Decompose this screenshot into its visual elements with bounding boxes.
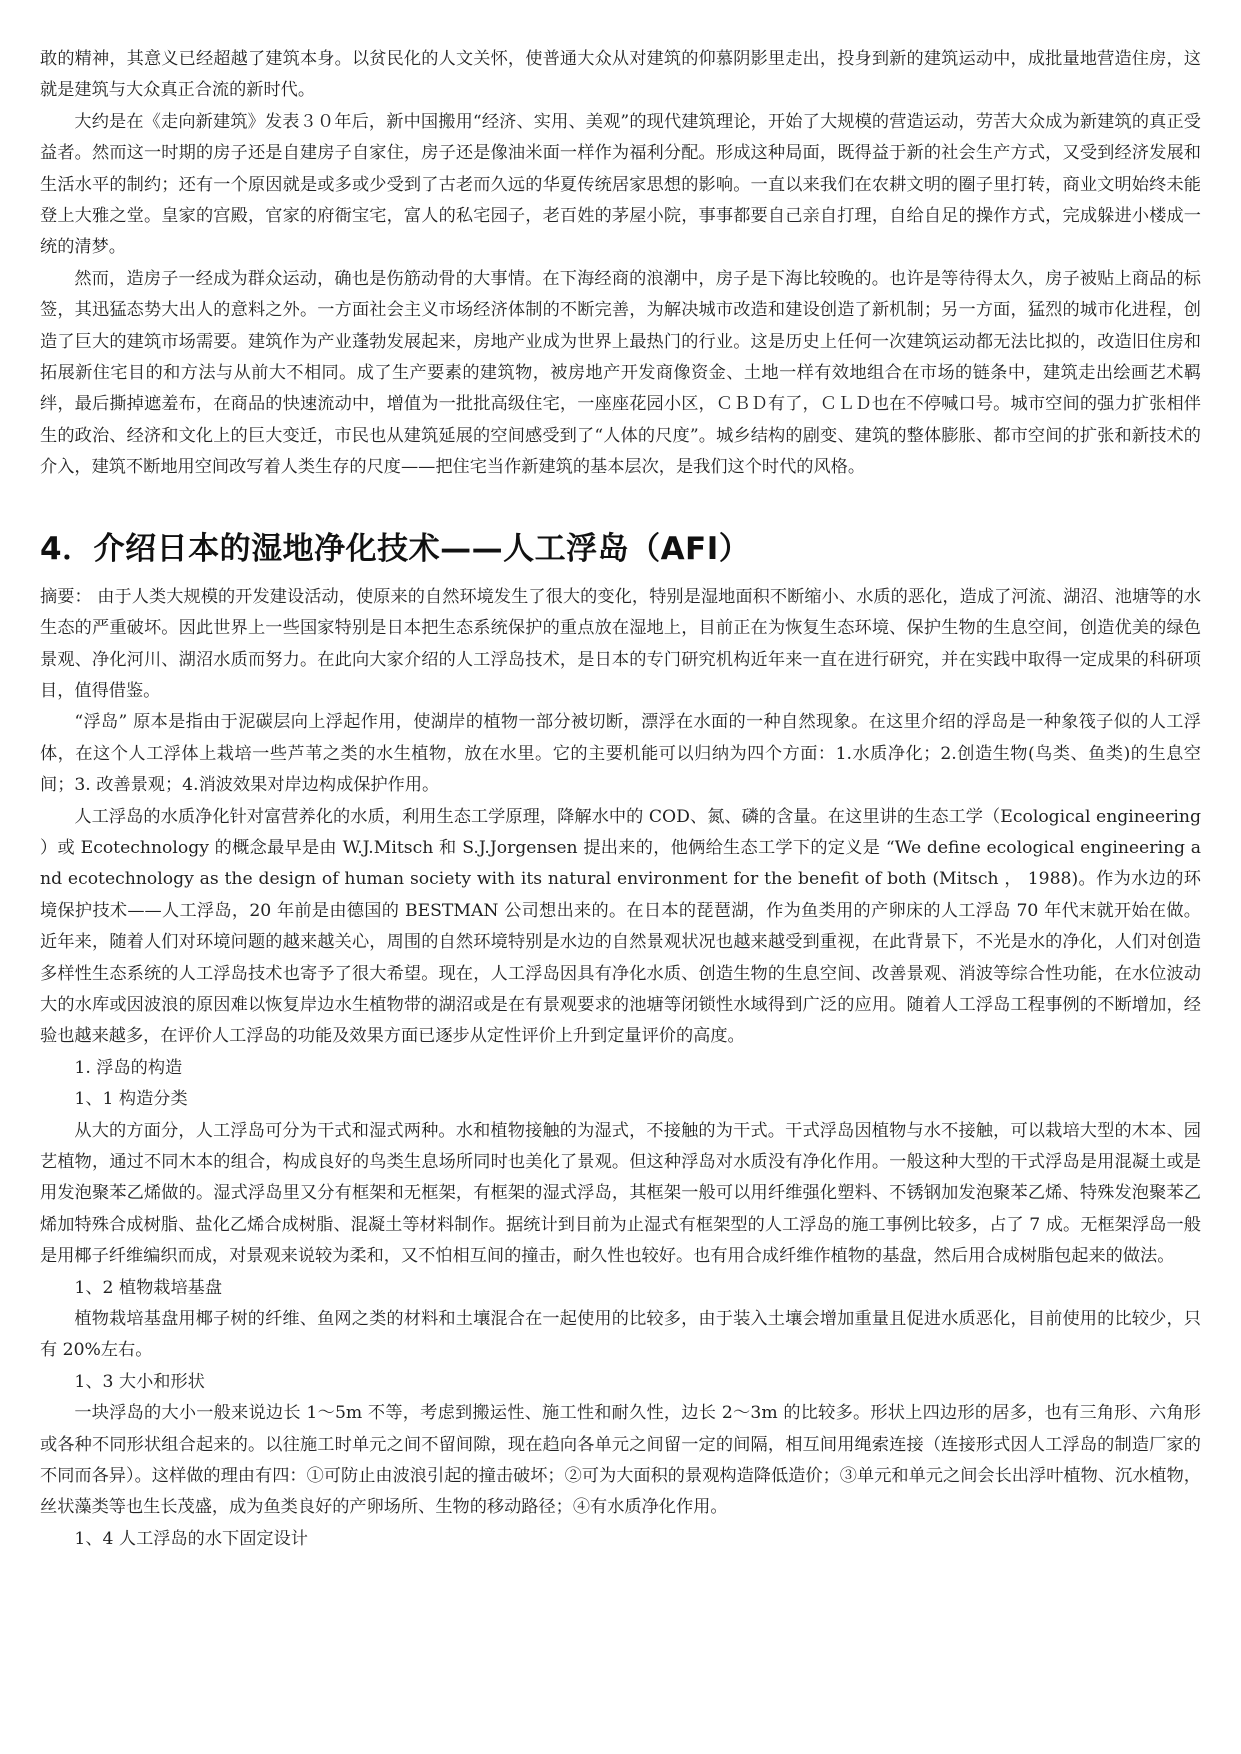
classification-paragraph: 从大的方面分，人工浮岛可分为干式和湿式两种。水和植物接触的为湿式，不接触的为干式。干式浮岛因植物与水不接触，可以栽培大型的木本、园艺植物，通过不同木本的组合，构成良好的鸟类生息场所同时也美化了景观。但这种浮岛对水质没有净化作用。一般这种大型的干式浮岛是用混凝土或是用发泡聚苯乙烯做的。湿式浮岛里又分有框架和无框架，有框架的湿式浮岛，其框架一般可以用纤维强化塑料、不锈钢加发泡聚苯乙烯、特殊发泡聚苯乙烯加特殊合成树脂、盐化乙烯合成树脂、混凝土等材料制作。据统计到目前为止湿式有框架型的人工浮岛的施工事例比较多，占了 7 成。无框架浮岛一般是用椰子纤维编织而成，对景观来说较为柔和，又不怕相互间的撞击，耐久性也较好。也有用合成纤维作植物的基盘，然后用合成树脂包起来的做法。: [40, 1120, 1201, 1267]
subheading-structure: 1. 浮岛的构造: [74, 1057, 183, 1078]
intro-paragraph-2: 大约是在《走向新建筑》发表３０年后，新中国搬用“经济、实用、美观”的现代建筑理论，开始了大规模的营造运动，劳苦大众成为新建筑的真正受益者。然而这一时期的房子还是自建房子自家住，房子还是像油米面一样作为福利分配。形成这种局面，既得益于新的社会生产方式，又受到经济发展和生活水平的制约；还有一个原因就是或多或少受到了古老而久远的华夏传统居家思想的影响。一直以来我们在农耕文明的圈子里打转，商业文明始终未能登上大雅之堂。皇家的宫殿，官家的府衙宝宅，富人的私宅园子，老百姓的茅屋小院，事事都要自己亲自打理，自给自足的操作方式，完成躲进小楼成一统的清梦。: [40, 111, 1201, 258]
size-shape-paragraph: 一块浮岛的大小一般来说边长 1～5m 不等，考虑到搬运性、施工性和耐久性，边长 2～3m 的比较多。形状上四边形的居多，也有三角形、六角形或各种不同形状组合起来的。以往施工时单元之间不留间隙，现在趋向各单元之间留一定的间隔，相互间用绳索连接（连接形式因人工浮岛的制造厂家的不同而各异）。这样做的理由有四：①可防止由波浪引起的撞击破坏；②可为大面积的景观构造降低造价；③单元和单元之间会长出浮叶植物、沉水植物，丝状藻类等也生长茂盛，成为鱼类良好的产卵场所、生物的移动路径；④有水质净化作用。: [40, 1403, 1201, 1518]
abstract-paragraph: 摘要： 由于人类大规模的开发建设活动，使原来的自然环境发生了很大的变化，特别是湿地面积不断缩小、水质的恶化，造成了河流、湖沼、池塘等的水生态的严重破坏。因此世界上一些国家特别是日本把生态系统保护的重点放在湿地上，目前正在为恢复生态环境、保护生物的生息空间，创造优美的绿色景观、净化河川、湖沼水质而努力。在此向大家介绍的人工浮岛技术，是日本的专门研究机构近年来一直在进行研究，并在实践中取得一定成果的科研项目，值得借鉴。: [40, 586, 1201, 701]
intro-paragraph-1: 敢的精神，其意义已经超越了建筑本身。以贫民化的人文关怀，使普通大众从对建筑的仰慕阴影里走出，投身到新的建筑运动中，成批量地营造住房，这就是建筑与大众真正合流的新时代。: [40, 49, 1201, 101]
subheading-plant-base: 1、2 植物栽培基盘: [74, 1277, 223, 1298]
plant-base-paragraph: 植物栽培基盘用椰子树的纤维、鱼网之类的材料和土壤混合在一起使用的比较多，由于装入土壤会增加重量且促进水质恶化，目前使用的比较少，只有 20%左右。: [40, 1309, 1201, 1361]
subheading-classification: 1、1 构造分类: [74, 1089, 188, 1110]
intro-text: [40, 44, 1201, 484]
floating-island-paragraph: “浮岛” 原本是指由于泥碳层向上浮起作用，使湖岸的植物一部分被切断，漂浮在水面的一种自然现象。在这里介绍的浮岛是一种象筏子似的人工浮体，在这个人工浮体上栽培一些芦苇之类的水生植物，放在水里。它的主要机能可以归纳为四个方面：1.水质净化；2.创造生物(鸟类、鱼类)的生息空间；3. 改善景观；4.消波效果对岸边构成保护作用。: [40, 712, 1201, 796]
intro-paragraph-3: 然而，造房子一经成为群众运动，确也是伤筋动骨的大事情。在下海经商的浪潮中，房子是下海比较晚的。也许是等待得太久，房子被贴上商品的标签，其迅猛态势大出人的意料之外。一方面社会主义市场经济体制的不断完善，为解决城市改造和建设创造了新机制；另一方面，猛烈的城市化进程，创造了巨大的建筑市场需要。建筑作为产业蓬勃发展起来，房地产业成为世界上最热门的行业。这是历史上任何一次建筑运动都无法比拟的，改造旧住房和拓展新住宅目的和方法与从前大不相同。成了生产要素的建筑物，被房地产开发商像资金、土地一样有效地组合在市场的链条中，建筑走出绘画艺术羁绊，最后撕掉遮羞布，在商品的快速流动中，增值为一批批高级住宅，一座座花园小区，ＣＢＤ有了，ＣＬＤ也在不停喊口号。城市空间的强力扩张相伴生的政治、经济和文化上的巨大变迁，市民也从建筑延展的空间感受到了“人体的尺度”。城乡结构的剧变、建筑的整体膨胀、都市空间的扩张和新技术的介入，建筑不断地用空间改写着人类生存的尺度——把住宅当作新建筑的基本层次，是我们这个时代的风格。: [40, 268, 1201, 478]
subheading-size-shape: 1、3 大小和形状: [74, 1371, 205, 1392]
section-body: [40, 582, 1201, 1556]
purification-paragraph: 人工浮岛的水质净化针对富营养化的水质，利用生态工学原理，降解水中的 COD、氮、磷的含量。在这里讲的生态工学（Ecological engineering ）或 Ecotechnology 的概念最早是由 W.J.Mitsch 和 S.J.Jorgensen 提出来的，他俩给生态工学下的定义是 “We define ecological engineering and ecotechnology as the design of human society with its natural environment for the benefit of both (Mitsch ， 1988)。作为水边的环境保护技术——人工浮岛，20 年前是由德国的 BESTMAN 公司想出来的。在日本的琵琶湖，作为鱼类用的产卵床的人工浮岛 70 年代末就开始在做。近年来，随着人们对环境问题的越来越关心，周围的自然环境特别是水边的自然景观状况也越来越受到重视，在此背景下，不光是水的净化，人们对创造多样性生态系统的人工浮岛技术也寄予了很大希望。现在，人工浮岛因具有净化水质、创造生物的生息空间、改善景观、消波等综合性功能，在水位波动大的水库或因波浪的原因难以恢复岸边水生植物带的湖沼或是在有景观要求的池塘等闭锁性水域得到广泛的应用。随着人工浮岛工程事例的不断增加，经验也越来越多，在评价人工浮岛的功能及效果方面已逐步从定性评价上升到定量评价的高度。: [40, 806, 1201, 1047]
section-title: 4．介绍日本的湿地净化技术——人工浮岛（AFI）: [40, 530, 751, 567]
subheading-underwater-fixing: 1、4 人工浮岛的水下固定设计: [74, 1528, 308, 1549]
